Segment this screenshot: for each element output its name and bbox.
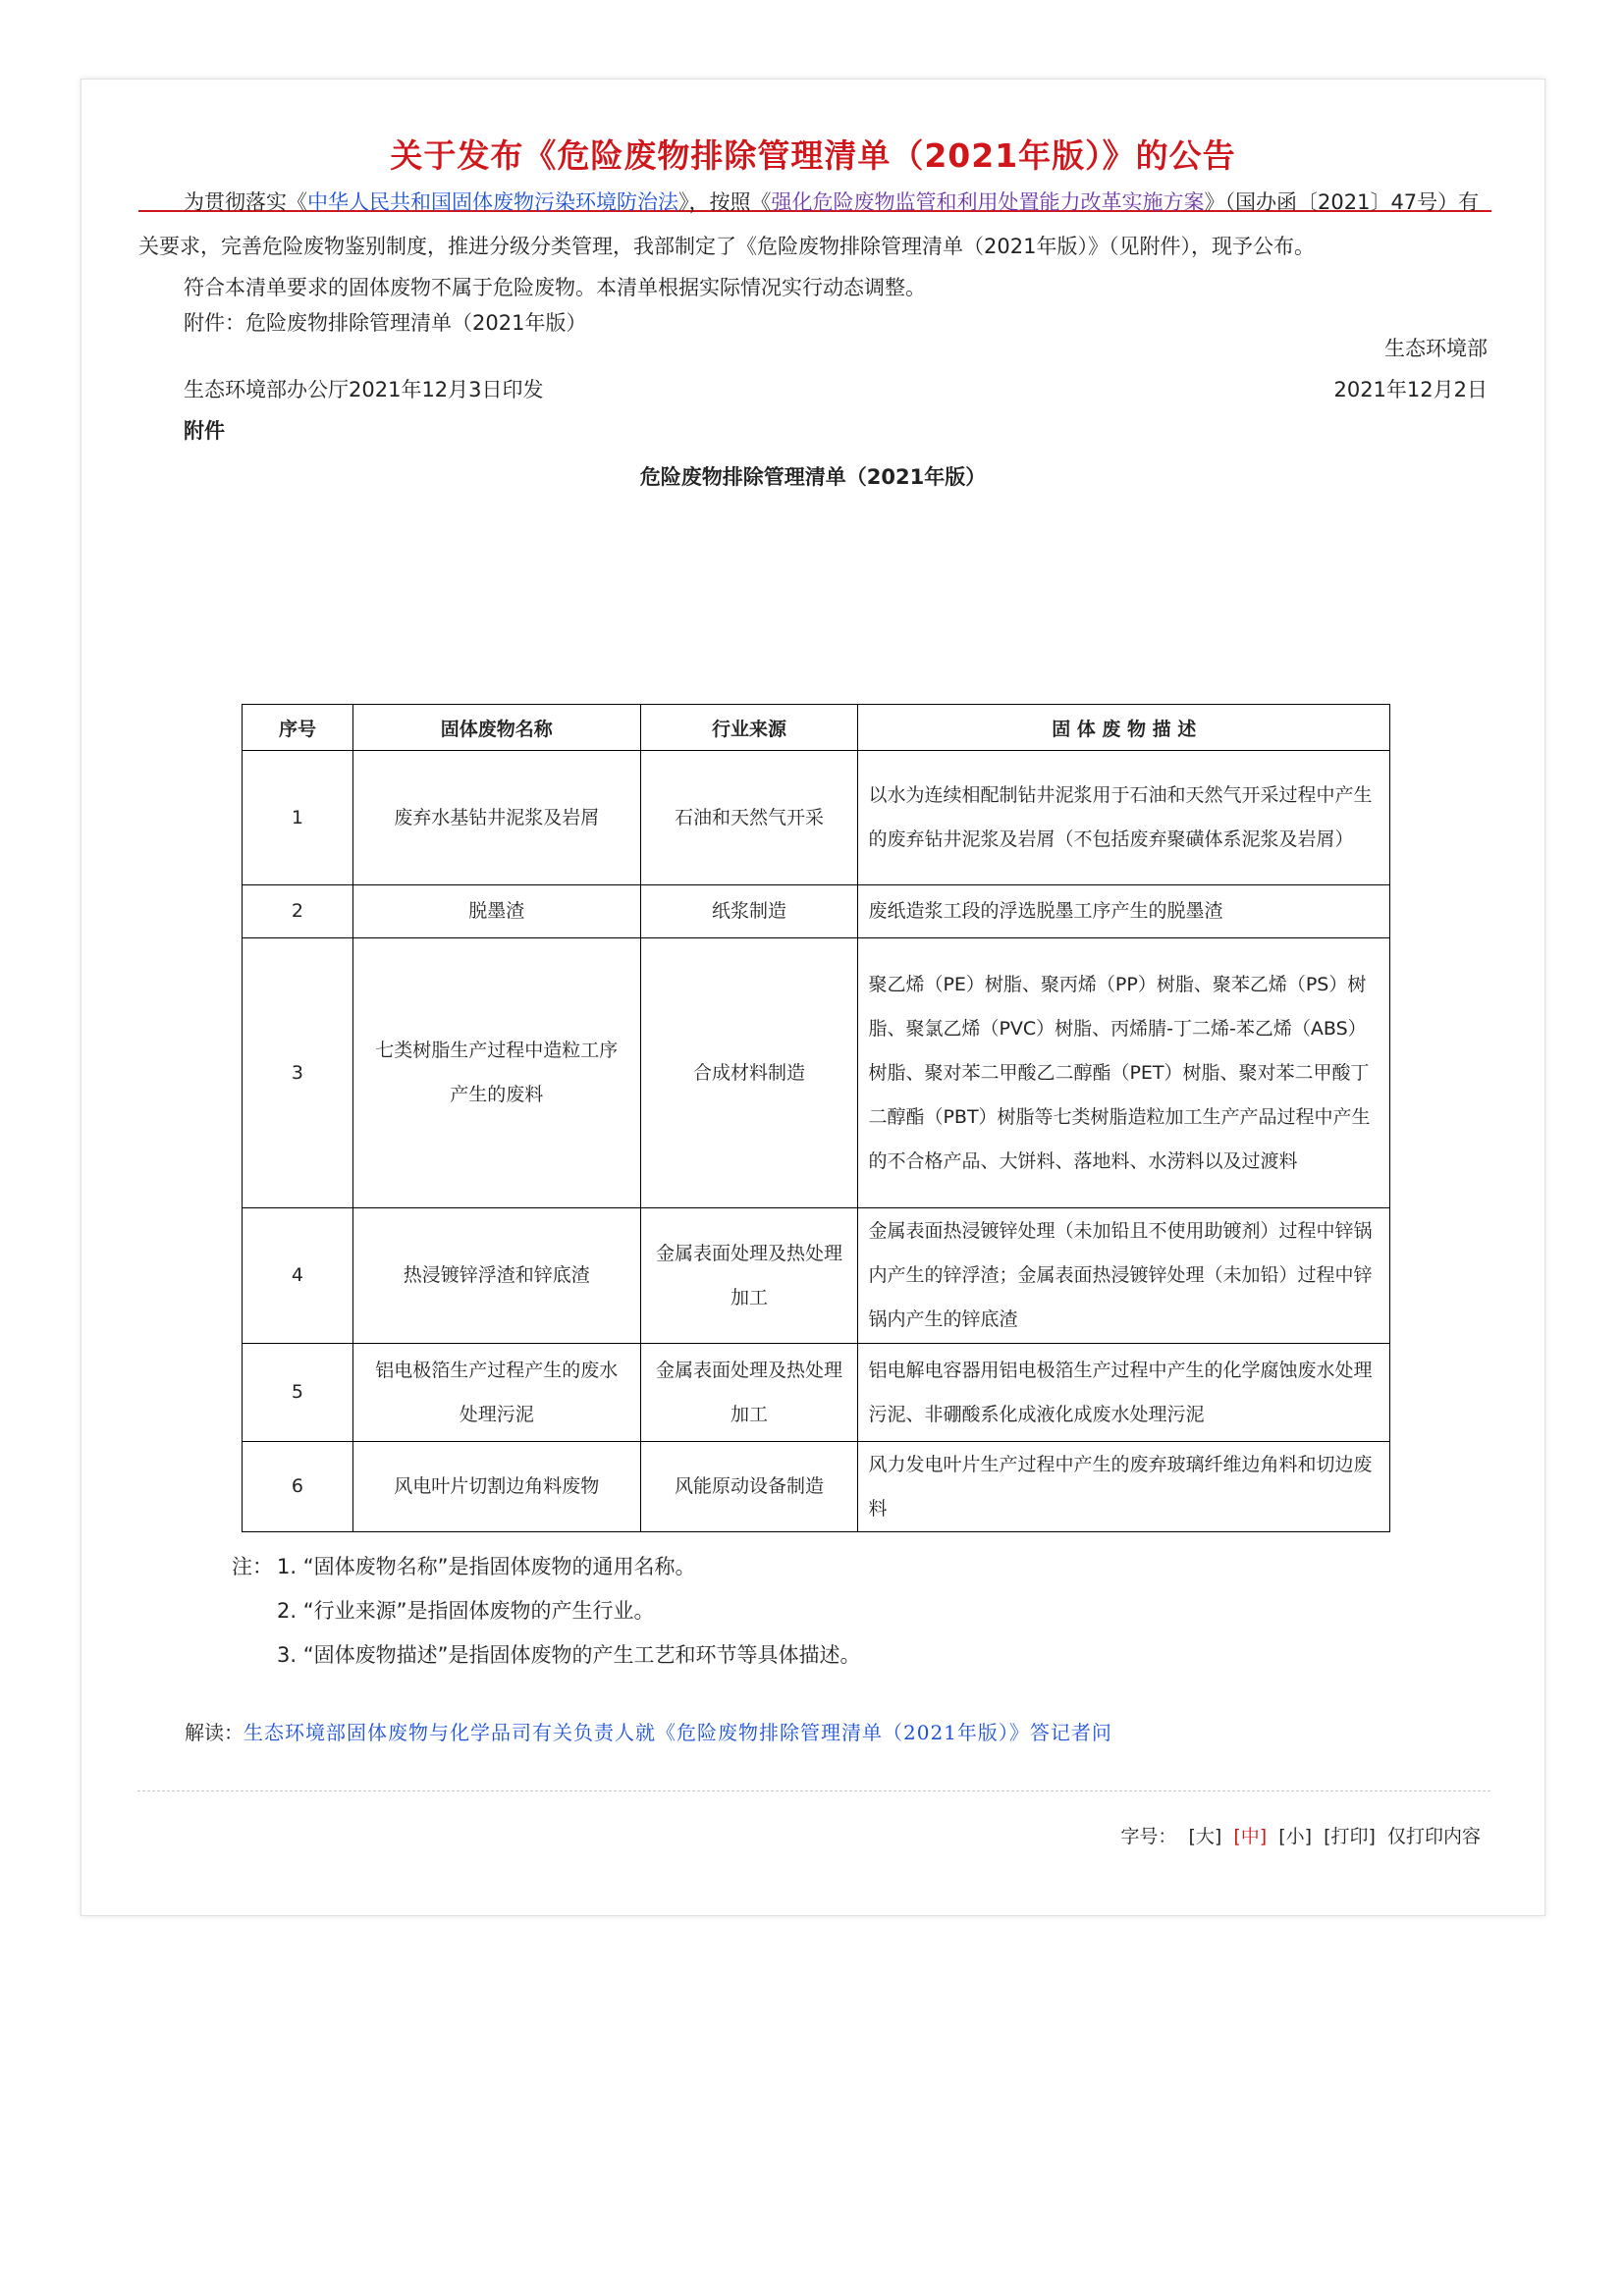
cell-no: 4: [243, 1208, 353, 1344]
cell-source: 石油和天然气开采: [640, 751, 858, 885]
note-item-2: 2. “行业来源”是指固体废物的产生行业。: [277, 1599, 655, 1623]
intro-paragraph-2: 符合本清单要求的固体废物不属于危险废物。本清单根据实际情况实行动态调整。: [184, 276, 926, 299]
cell-no: 1: [243, 751, 353, 885]
table-row: [243, 751, 1390, 885]
table-row: [243, 1344, 1390, 1442]
table-row: [243, 938, 1390, 1208]
issued-line: 生态环境部办公厅2021年12月3日印发: [184, 378, 544, 401]
cell-name: 废弃水基钻井泥浆及岩屑: [352, 751, 640, 885]
intro-text-c: 》（国办函〔2021〕47号）有关要求，完善危险废物鉴别制度，推进分级分类管理，我部制定了《危险废物排除管理清单（2021年版）》（见附件），现予公布。: [138, 190, 1480, 258]
page-title: 关于发布《危险废物排除管理清单（2021年版）》的公告: [390, 136, 1236, 175]
attachment-line: 附件：危险废物排除管理清单（2021年版）: [184, 311, 587, 335]
notes-label: 注：: [232, 1555, 273, 1578]
header-desc: 固 体 废 物 描 述: [858, 705, 1390, 751]
cell-name: 铝电极箔生产过程产生的废水处理污泥: [352, 1344, 640, 1442]
reform-plan-link[interactable]: 强化危险废物监管和利用处置能力改革实施方案: [771, 190, 1205, 214]
font-size-label: 字号：: [1120, 1826, 1177, 1847]
note-item-1: 1. “固体废物名称”是指固体废物的通用名称。: [277, 1555, 696, 1578]
table-header-row: [243, 705, 1390, 751]
cell-no: 5: [243, 1344, 353, 1442]
cell-no: 6: [243, 1442, 353, 1532]
font-large-button[interactable]: [大]: [1188, 1826, 1222, 1847]
intro-text-a: 为贯彻落实《: [184, 190, 307, 214]
signature-date: 2021年12月2日: [1333, 378, 1488, 401]
cell-name: 风电叶片切割边角料废物: [352, 1442, 640, 1532]
font-size-bar: [1114, 1822, 1481, 1848]
signature-org: 生态环境部: [1384, 337, 1488, 360]
print-content-button[interactable]: 仅打印内容: [1386, 1826, 1481, 1847]
header-name: 固体废物名称: [352, 705, 640, 751]
print-button[interactable]: [打印]: [1324, 1826, 1376, 1847]
cell-source: 风能原动设备制造: [640, 1442, 858, 1532]
footer-divider: [137, 1790, 1490, 1791]
law-link[interactable]: 中华人民共和国固体废物污染环境防治法: [307, 190, 678, 214]
cell-desc: 聚乙烯（PE）树脂、聚丙烯（PP）树脂、聚苯乙烯（PS）树脂、聚氯乙烯（PVC）树脂、丙烯腈-丁二烯-苯乙烯（ABS）树脂、聚对苯二甲酸乙二醇酯（PET）树脂、聚对苯二甲酸丁二醇酯（PBT）树脂等七类树脂造粒加工生产产品过程中产生的不合格产品、大饼料、落地料、水涝料以及过渡料: [858, 938, 1390, 1208]
cell-no: 2: [243, 885, 353, 938]
cell-desc: 铝电解电容器用铝电极箔生产过程中产生的化学腐蚀废水处理污泥、非硼酸系化成液化成废水处理污泥: [858, 1344, 1390, 1442]
table-row: [243, 1208, 1390, 1344]
cell-no: 3: [243, 938, 353, 1208]
cell-source: 金属表面处理及热处理加工: [640, 1344, 858, 1442]
interpretation-line: [185, 1717, 1112, 1745]
cell-source: 纸浆制造: [640, 885, 858, 938]
header-no: 序号: [243, 705, 353, 751]
cell-desc: 风力发电叶片生产过程中产生的废弃玻璃纤维边角料和切边废料: [858, 1442, 1390, 1532]
intro-paragraph: [138, 181, 1491, 269]
attachment-label: 附件: [184, 419, 225, 443]
font-medium-button[interactable]: [中]: [1233, 1826, 1268, 1847]
table-row: [243, 1442, 1390, 1532]
cell-desc: 废纸造浆工段的浮选脱墨工序产生的脱墨渣: [858, 885, 1390, 938]
intro-text-b: 》，按照《: [678, 190, 772, 214]
cell-name: 七类树脂生产过程中造粒工序产生的废料: [352, 938, 640, 1208]
cell-source: 合成材料制造: [640, 938, 858, 1208]
interpretation-link[interactable]: 生态环境部固体废物与化学品司有关负责人就《危险废物排除管理清单（2021年版）》答记者问: [244, 1721, 1112, 1744]
table-row: [243, 885, 1390, 938]
cell-desc: 以水为连续相配制钻井泥浆用于石油和天然气开采过程中产生的废弃钻井泥浆及岩屑（不包括废弃聚磺体系泥浆及岩屑）: [858, 751, 1390, 885]
exclusion-table: [242, 704, 1390, 1532]
header-source: 行业来源: [640, 705, 858, 751]
cell-desc: 金属表面热浸镀锌处理（未加铅且不使用助镀剂）过程中锌锅内产生的锌浮渣；金属表面热浸镀锌处理（未加铅）过程中锌锅内产生的锌底渣: [858, 1208, 1390, 1344]
cell-source: 金属表面处理及热处理加工: [640, 1208, 858, 1344]
font-small-button[interactable]: [小]: [1278, 1826, 1313, 1847]
note-item-3: 3. “固体废物描述”是指固体废物的产生工艺和环节等具体描述。: [277, 1643, 861, 1667]
interpretation-label: 解读：: [185, 1721, 244, 1744]
table-title: 危险废物排除管理清单（2021年版）: [639, 465, 987, 489]
cell-name: 热浸镀锌浮渣和锌底渣: [352, 1208, 640, 1344]
cell-name: 脱墨渣: [352, 885, 640, 938]
